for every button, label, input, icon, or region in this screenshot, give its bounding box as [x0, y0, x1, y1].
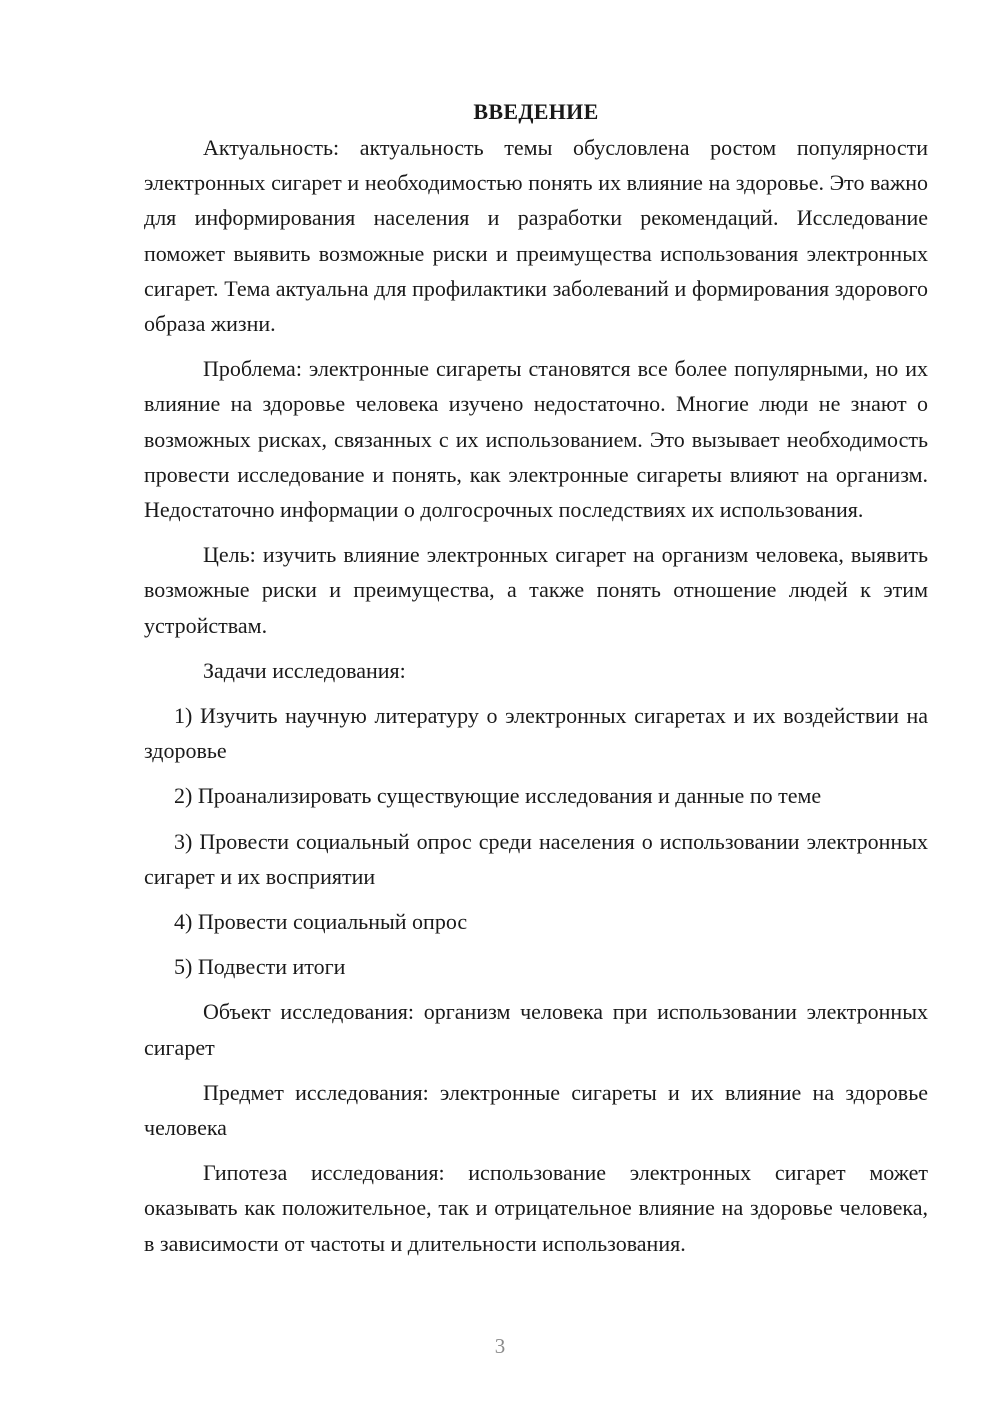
task-item-4: 4) Провести социальный опрос: [174, 909, 468, 935]
paragraph-subject: Предмет исследования: электронные сигареты и их влияние на здоровье человека: [144, 1079, 928, 1141]
paragraph-goal: Цель: изучить влияние электронных сигарет на организм человека, выявить возможные риски и преимущества, а также понять отношение людей к этим устройствам.: [144, 542, 928, 638]
task-item-2: 2) Проанализировать существующие исследования и данные по теме: [174, 783, 822, 809]
page-title: ВВЕДЕНИЕ: [473, 99, 599, 124]
page-content: [144, 94, 928, 1261]
paragraph-problem: Проблема: электронные сигареты становятся все более популярными, но их влияние на здоровье человека изучено недостаточно. Многие люди не знают о возможных рисках, связанных с их использованием. Это вызывает необходимость провести исследование и понять, как электронные сигареты влияют на организм. Недостаточно информации о долгосрочных последствиях их использования.: [144, 356, 928, 523]
paragraph-tasks-heading: Задачи исследования:: [203, 657, 406, 683]
paragraph-relevance: Актуальность: актуальность темы обусловлена ростом популярности электронных сигарет и необходимостью понять их влияние на здоровье. Это важно для информирования населения и разработки рекомендаций. Исследование поможет выявить возможные риски и преимущества использования электронных сигарет. Тема актуальна для профилактики заболеваний и формирования здорового образа жизни.: [144, 135, 928, 337]
task-item-1: 1) Изучить научную литературу о электронных сигаретах и их воздействии на здоровье: [144, 703, 928, 764]
task-item-5: 5) Подвести итоги: [174, 954, 346, 980]
task-item-3: 3) Провести социальный опрос среди населения о использовании электронных сигарет и их восприятии: [144, 828, 928, 889]
paragraph-object: Объект исследования: организм человека при использовании электронных сигарет: [144, 999, 928, 1060]
paragraph-hypothesis: Гипотеза исследования: использование электронных сигарет может оказывать как положительное, так и отрицательное влияние на здоровье человека, в зависимости от частоты и длительности использования.: [144, 1160, 928, 1256]
page-number: 3: [494, 1334, 506, 1358]
